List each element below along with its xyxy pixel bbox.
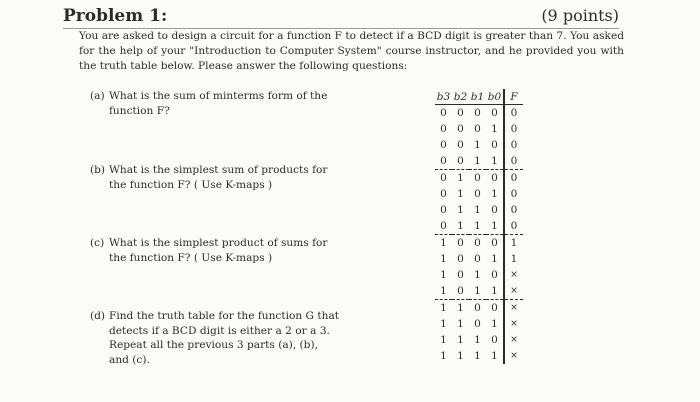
question-text: the function F? ( Use K-maps )	[109, 178, 273, 191]
cell-f: 0	[504, 186, 523, 202]
cell-b2: 1	[452, 218, 469, 235]
table-row	[435, 332, 523, 348]
cell-b3: 1	[440, 350, 447, 362]
cell-b0: 0	[491, 139, 498, 151]
cell-b0: 0	[491, 204, 498, 216]
cell-b0: 0	[491, 334, 498, 346]
cell-b0: 1	[491, 253, 498, 265]
cell-b1: 0	[474, 188, 481, 200]
truth-table	[435, 89, 523, 364]
question-label: (b)	[90, 164, 106, 176]
question-text: What is the sum of minterms form of the	[109, 90, 328, 102]
cell-b3: 0	[440, 123, 447, 135]
cell-b2: 0	[457, 139, 464, 151]
header-f: F	[504, 89, 523, 105]
cell-b2: 0	[457, 237, 464, 249]
cell-b2: 1	[457, 318, 464, 330]
table-row	[435, 121, 523, 137]
question-text: Find the truth table for the function G that	[109, 310, 340, 322]
problem-intro: You are asked to design a circuit for a function F to detect if a BCD digit is greater than 7. You asked for the help of your "Introduction to Computer System" course instructor, and he provided you with the truth table below. Please answer the following questions:	[79, 30, 624, 72]
cell-b3: 0	[440, 139, 447, 151]
cell-b0: 1	[486, 153, 504, 170]
cell-b2: 0	[457, 107, 464, 119]
cell-f: ×	[504, 332, 523, 348]
cell-b0: 1	[491, 123, 498, 135]
cell-b2: 1	[457, 204, 464, 216]
cell-b1: 0	[474, 237, 481, 249]
cell-b2: 0	[457, 253, 464, 265]
header-b3: b3	[436, 90, 451, 103]
cell-b1: 1	[469, 153, 486, 170]
cell-f: 0	[504, 137, 523, 153]
cell-b3: 1	[435, 283, 452, 300]
cell-b1: 1	[474, 139, 481, 151]
header-b1: b1	[470, 90, 485, 103]
cell-b3: 0	[435, 153, 452, 170]
question-text: and (c).	[109, 353, 150, 366]
table-row	[435, 300, 523, 317]
table-row	[435, 283, 523, 300]
problem-title: Problem 1:	[63, 6, 168, 26]
cell-b2: 1	[457, 172, 464, 184]
table-row	[435, 186, 523, 202]
problem-header	[63, 6, 619, 29]
table-row	[435, 267, 523, 283]
question-b	[90, 163, 360, 192]
cell-b1: 0	[474, 172, 481, 184]
cell-b2: 0	[457, 269, 464, 281]
cell-b0: 1	[486, 218, 504, 235]
cell-b0: 1	[491, 350, 498, 362]
question-c	[90, 236, 360, 265]
cell-b1: 1	[474, 350, 481, 362]
cell-b0: 0	[491, 237, 498, 249]
cell-f: 1	[504, 251, 523, 267]
cell-f: ×	[504, 283, 523, 300]
cell-b2: 0	[452, 283, 469, 300]
cell-b3: 0	[435, 218, 452, 235]
question-text: Repeat all the previous 3 parts (a), (b),	[109, 339, 318, 351]
problem-points: (9 points)	[541, 6, 619, 25]
cell-b3: 1	[440, 237, 447, 249]
cell-f: 0	[504, 121, 523, 137]
cell-b3: 0	[440, 204, 447, 216]
cell-f: ×	[504, 267, 523, 283]
cell-f: ×	[504, 300, 523, 317]
cell-b1: 1	[474, 334, 481, 346]
cell-f: 0	[504, 218, 523, 235]
table-row	[435, 170, 523, 187]
cell-f: 0	[504, 153, 523, 170]
cell-f: 0	[504, 105, 523, 122]
cell-b3: 1	[440, 302, 447, 314]
table-row	[435, 105, 523, 122]
cell-b3: 1	[440, 269, 447, 281]
table-row	[435, 348, 523, 364]
cell-f: ×	[504, 348, 523, 364]
cell-b3: 0	[440, 188, 447, 200]
cell-b3: 1	[440, 318, 447, 330]
cell-b0: 0	[491, 107, 498, 119]
cell-b2: 1	[457, 188, 464, 200]
cell-b1: 0	[474, 253, 481, 265]
question-d	[90, 309, 360, 367]
header-b0: b0	[486, 89, 504, 105]
truth-table-body	[435, 105, 523, 365]
cell-b1: 0	[474, 107, 481, 119]
cell-f: 0	[504, 202, 523, 218]
cell-b3: 1	[440, 334, 447, 346]
cell-b2: 1	[457, 350, 464, 362]
cell-b0: 1	[491, 318, 498, 330]
table-row	[435, 316, 523, 332]
question-text: What is the simplest sum of products for	[109, 164, 328, 176]
truth-table-header	[435, 89, 523, 105]
cell-b0: 0	[491, 302, 498, 314]
cell-b3: 0	[440, 107, 447, 119]
cell-b1: 1	[474, 269, 481, 281]
cell-b0: 0	[491, 172, 498, 184]
question-label: (a)	[90, 90, 105, 102]
cell-b1: 0	[474, 318, 481, 330]
table-row	[435, 202, 523, 218]
table-row	[435, 137, 523, 153]
cell-f: 0	[504, 170, 523, 187]
question-a	[90, 89, 360, 118]
question-text: function F?	[109, 104, 170, 117]
cell-b1: 1	[474, 204, 481, 216]
header-b2: b2	[453, 90, 468, 103]
cell-f: ×	[504, 316, 523, 332]
table-row	[435, 235, 523, 252]
cell-b1: 1	[469, 283, 486, 300]
cell-b0: 1	[486, 283, 504, 300]
question-text: What is the simplest product of sums for	[109, 237, 328, 249]
cell-b3: 1	[440, 253, 447, 265]
cell-b3: 0	[440, 172, 447, 184]
table-row	[435, 153, 523, 170]
cell-b2: 0	[452, 153, 469, 170]
cell-b0: 1	[491, 188, 498, 200]
cell-b2: 0	[457, 123, 464, 135]
cell-b2: 1	[457, 334, 464, 346]
cell-f: 1	[504, 235, 523, 252]
cell-b2: 1	[457, 302, 464, 314]
table-row	[435, 251, 523, 267]
cell-b0: 0	[491, 269, 498, 281]
table-row	[435, 218, 523, 235]
question-label: (d)	[90, 310, 106, 322]
cell-b1: 1	[469, 218, 486, 235]
cell-b1: 0	[474, 302, 481, 314]
cell-b1: 0	[474, 123, 481, 135]
question-text: detects if a BCD digit is either a 2 or a 3.	[109, 324, 330, 337]
question-label: (c)	[90, 237, 105, 249]
question-text: the function F? ( Use K-maps )	[109, 251, 273, 264]
